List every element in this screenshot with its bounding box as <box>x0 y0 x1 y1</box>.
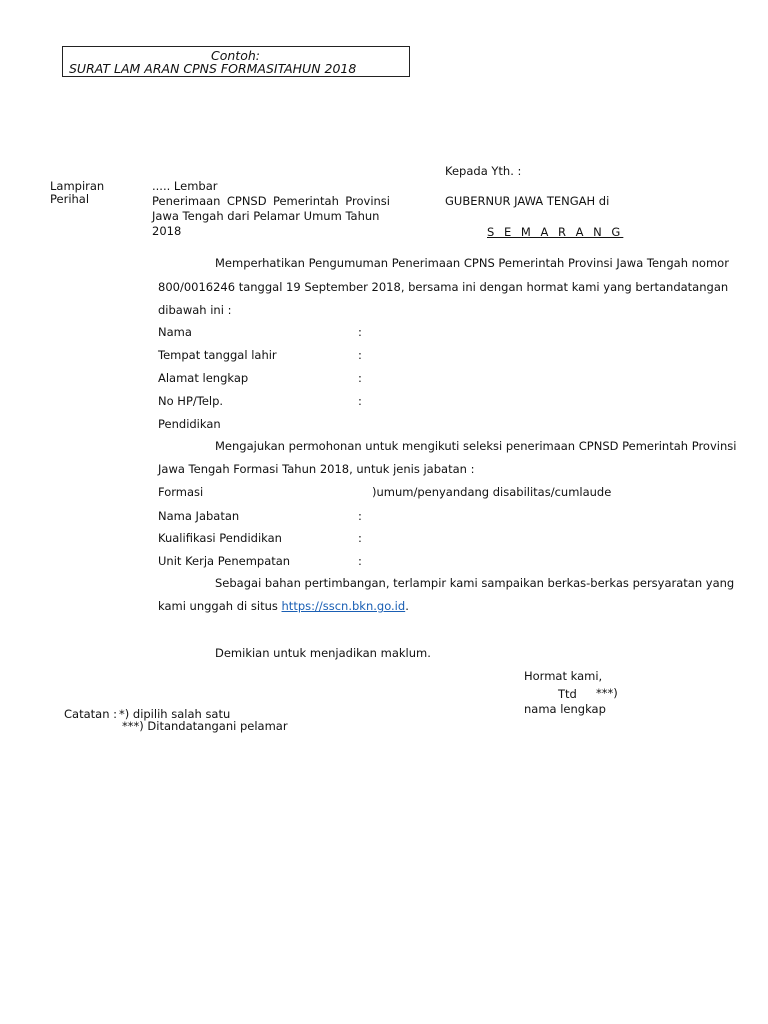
document-title: SURAT LAM ARAN CPNS FORMASITAHUN 2018 <box>69 61 357 76</box>
perihal-line-3: 2018 <box>152 224 182 238</box>
field-label-pendidikan: Pendidikan <box>158 417 221 431</box>
field-label-hp: No HP/Telp. <box>158 394 224 408</box>
field-colon-alamat: : <box>358 371 362 385</box>
attachment-suffix: . <box>405 599 409 613</box>
field-label-kualifikasi: Kualifikasi Pendidikan <box>158 531 282 545</box>
field-label-ttl: Tempat tanggal lahir <box>158 348 277 362</box>
signature-regards: Hormat kami, <box>524 669 603 683</box>
perihal-line-1: Penerimaan CPNSD Pemerintah Provinsi <box>152 194 390 208</box>
attachment-line-1: Sebagai bahan pertimbangan, terlampir kami sampaikan berkas-berkas persyaratan yang <box>215 576 735 590</box>
formasi-label: Formasi <box>158 485 204 499</box>
lampiran-label: Lampiran <box>50 179 105 193</box>
application-line-2: Jawa Tengah Formasi Tahun 2018, untuk jenis jabatan : <box>158 462 475 476</box>
closing-text: Demikian untuk menjadikan maklum. <box>215 646 431 660</box>
intro-line-2: 800/0016246 tanggal 19 September 2018, bersama ini dengan hormat kami yang bertandatangan <box>158 280 729 294</box>
attachment-prefix: kami unggah di situs <box>158 599 282 613</box>
recipient-name: GUBERNUR JAWA TENGAH di <box>445 194 610 208</box>
formasi-value: )umum/penyandang disabilitas/cumlaude <box>372 485 612 499</box>
perihal-line-2: Jawa Tengah dari Pelamar Umum Tahun <box>152 209 380 223</box>
note-2: ***) Ditandatangani pelamar <box>122 719 288 733</box>
note-1: *) dipilih salah satu <box>119 707 231 721</box>
title-example-label: Contoh: <box>211 48 260 63</box>
field-colon-hp: : <box>358 394 362 408</box>
notes-label: Catatan : <box>64 707 118 721</box>
title-box <box>62 46 410 77</box>
sscn-link[interactable]: https://sscn.bkn.go.id <box>281 599 406 613</box>
application-line-1: Mengajukan permohonan untuk mengikuti seleksi penerimaan CPNSD Pemerintah Provinsi <box>215 439 737 453</box>
lampiran-value: ..... Lembar <box>152 179 218 193</box>
field-label-jabatan: Nama Jabatan <box>158 509 240 523</box>
recipient-greeting: Kepada Yth. : <box>445 164 522 178</box>
attachment-line-2 <box>158 599 409 614</box>
intro-line-1: Memperhatikan Pengumuman Penerimaan CPNS Pemerintah Provinsi Jawa Tengah nomor <box>215 256 729 270</box>
signature-name: nama lengkap <box>524 702 606 716</box>
field-colon-unit-kerja: : <box>358 554 362 568</box>
field-colon-ttl: : <box>358 348 362 362</box>
signature-ttd: Ttd <box>558 687 577 701</box>
field-colon-kualifikasi: : <box>358 531 362 545</box>
field-label-alamat: Alamat lengkap <box>158 371 249 385</box>
field-label-nama: Nama <box>158 325 192 339</box>
signature-ttd-mark: ***) <box>596 686 618 700</box>
intro-line-3: dibawah ini : <box>158 303 232 317</box>
field-label-unit-kerja: Unit Kerja Penempatan <box>158 554 291 568</box>
field-colon-jabatan: : <box>358 509 362 523</box>
recipient-city: S E M A R A N G <box>487 225 624 239</box>
perihal-label: Perihal <box>50 192 90 206</box>
field-colon-nama: : <box>358 325 362 339</box>
